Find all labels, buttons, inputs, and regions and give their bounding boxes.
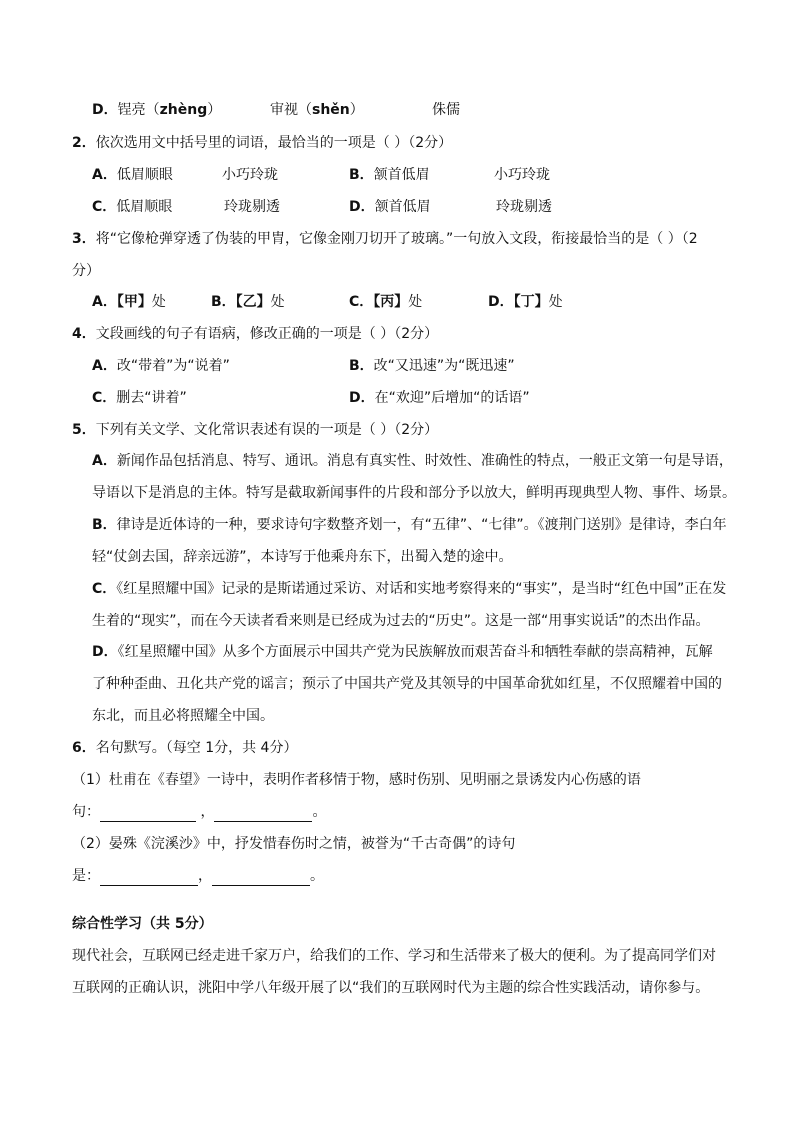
q4-option-a: A．改“带着”为“说着” xyxy=(92,358,230,374)
answer-blank[interactable] xyxy=(100,869,198,886)
q3-option-a: A．【甲】处 xyxy=(92,294,166,310)
q3-stem-line2: 分） xyxy=(72,263,100,279)
q4-option-c: C．删去“讲着” xyxy=(92,390,187,406)
q2-option-a-word2: 小巧玲珑 xyxy=(222,167,278,183)
q1-option-d-word2: 审视（shěn） xyxy=(270,102,364,118)
q4-option-d: D．在“欢迎”后增加“的话语” xyxy=(349,390,530,406)
q4-option-b: B．改“又迅速”为“既迅速” xyxy=(349,358,515,374)
section-intro-line2: 互联网的正确认识，洮阳中学八年级开展了以“我们的互联网时代为主题的综合性实践活动，请你参与。 xyxy=(72,980,710,996)
q2-option-b-word2: 小巧玲珑 xyxy=(494,167,550,183)
q3-option-c: C．【丙】处 xyxy=(349,294,423,310)
q3-option-d: D．【丁】处 xyxy=(488,294,563,310)
q2-option-d: D．颔首低眉 xyxy=(349,199,431,215)
q5-option-d-line3: 东北，而且必将照耀全中国。 xyxy=(92,708,274,724)
q5-option-c-line2: 生着的“现实”，而在今天读者看来则是已经成为过去的“历史”。这是一部“用事实说话”的杰出作品。 xyxy=(92,613,710,629)
q6-item2-line1: （2）晏殊《浣溪沙》中，抒发惜春伤时之情，被誉为“千古奇偶”的诗句 xyxy=(72,836,516,852)
answer-blank[interactable] xyxy=(212,869,310,886)
q5-option-b-line2: 轻“仗剑去国，辞亲远游”，本诗写于他乘舟东下，出蜀入楚的途中。 xyxy=(92,549,513,565)
q6-stem: 6．名句默写。（每空 1分，共 4分） xyxy=(72,740,298,756)
q6-item2-line2: 是： ， 。 xyxy=(72,868,324,884)
section-intro-line1: 现代社会，互联网已经走进千家万户，给我们的工作、学习和生活带来了极大的便利。为了提高同学们对 xyxy=(72,948,716,964)
q2-option-c: C．低眉顺眼 xyxy=(92,199,173,215)
section-heading: 综合性学习（共 5分） xyxy=(72,916,213,932)
answer-blank[interactable] xyxy=(214,805,312,822)
q1-option-d-word3: 侏儒 xyxy=(432,102,460,118)
q5-option-d-line1: D．《红星照耀中国》从多个方面展示中国共产党为民族解放而艰苦奋斗和牺牲奉献的崇高精神，瓦解 xyxy=(92,644,713,660)
q5-option-c-line1: C．《红星照耀中国》记录的是斯诺通过采访、对话和实地考察得来的“事实”，是当时“红色中国”正在发 xyxy=(92,581,727,597)
q6-item1-line2: 句： ， 。 xyxy=(72,804,327,820)
answer-blank[interactable] xyxy=(100,805,196,822)
q3-stem: 3．将“它像枪弹穿透了伪装的甲胄，它像金刚刀切开了玻璃。”一句放入文段，衔接最恰当的是（ ）（2 xyxy=(72,231,698,247)
q5-option-b-line1: B．律诗是近体诗的一种，要求诗句字数整齐划一，有“五律”、“七律”。《渡荆门送别》是律诗，李白年 xyxy=(92,517,727,533)
q3-option-b: B．【乙】处 xyxy=(211,294,285,310)
q1-option-d: D．锃亮（zhèng） xyxy=(92,102,222,118)
q2-option-c-word2: 玲珑剔透 xyxy=(224,199,280,215)
q2-option-d-word2: 玲珑剔透 xyxy=(496,199,552,215)
q2-stem: 2．依次选用文中括号里的词语，最恰当的一项是（ ）（2分） xyxy=(72,135,453,151)
q5-stem: 5．下列有关文学、文化常识表述有误的一项是（ ）（2分） xyxy=(72,422,439,438)
q6-item1-line1: （1）杜甫在《春望》一诗中，表明作者移情于物，感时伤别、见明丽之景诱发内心伤感的语 xyxy=(72,772,641,788)
q4-stem: 4．文段画线的句子有语病，修改正确的一项是（ ）（2分） xyxy=(72,326,439,342)
q5-option-a-line2: 导语以下是消息的主体。特写是截取新闻事件的片段和部分予以放大，鲜明再现典型人物、事件、场景。 xyxy=(92,485,736,501)
q5-option-d-line2: 了种种歪曲、丑化共产党的谣言；预示了中国共产党及其领导的中国革命犹如红星，不仅照耀着中国的 xyxy=(92,676,722,692)
q5-option-a-line1: A．新闻作品包括消息、特写、通讯。消息有真实性、时效性、准确性的特点，一般正文第一句是导语， xyxy=(92,453,733,469)
q2-option-b: B．颔首低眉 xyxy=(349,167,430,183)
q2-option-a: A．低眉顺眼 xyxy=(92,167,173,183)
